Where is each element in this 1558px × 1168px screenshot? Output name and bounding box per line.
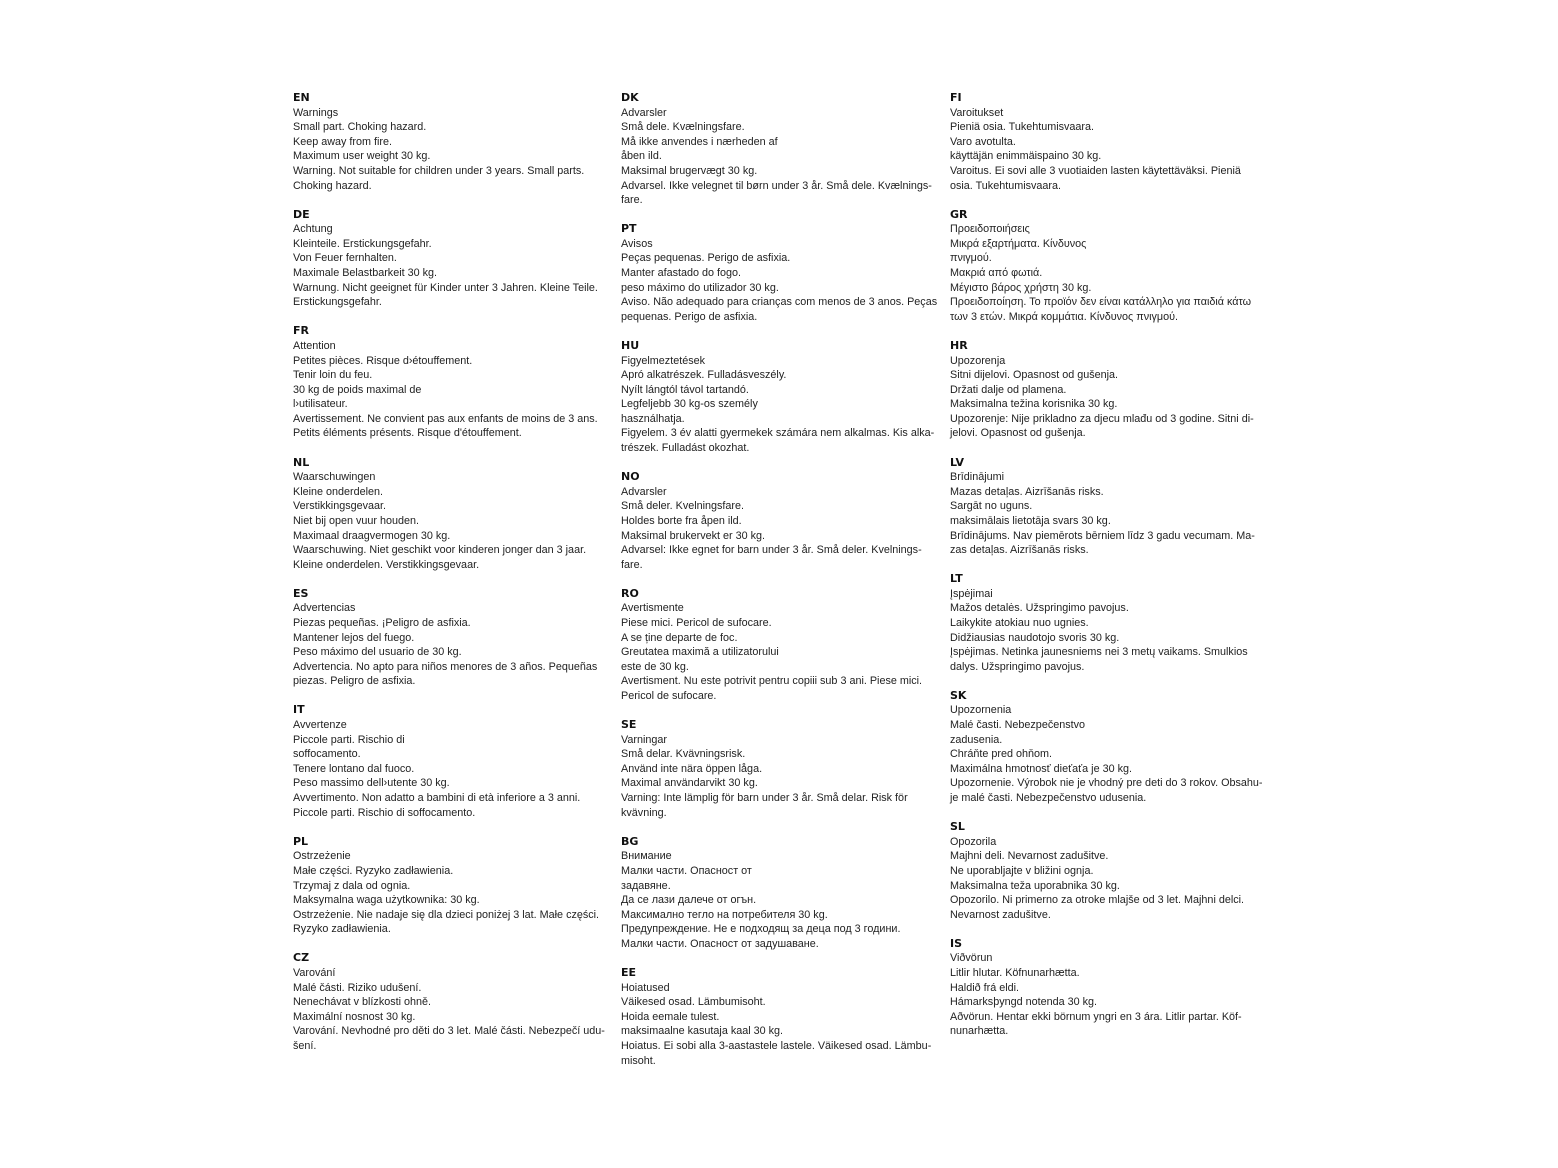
warning-text-line: soffocamento. — [293, 748, 361, 761]
warning-text-line: Kleinteile. Erstickungsgefahr. — [293, 237, 432, 250]
warning-section-fi — [950, 91, 1275, 193]
warning-text-line: misoht. — [621, 1054, 656, 1067]
warning-text-line: kvävning. — [621, 806, 667, 819]
warning-text-line: Varning: Inte lämplig för barn under 3 år. Små delar. Risk för — [621, 792, 908, 805]
warning-text-line: Да се лази далече от огън. — [621, 894, 757, 907]
warning-text-line: åben ild. — [621, 150, 662, 163]
warning-text-line: Maksimalna teža uporabnika 30 kg. — [950, 879, 1120, 892]
warning-text-line: Nenechávat v blízkosti ohně. — [293, 996, 432, 1009]
warning-text-line: Varoitus. Ei sovi alle 3 vuotiaiden lasten käytettäväksi. Pieniä — [950, 164, 1241, 177]
warning-text-line: Legfeljebb 30 kg-os személy — [621, 398, 758, 411]
warning-text-line: trészek. Fulladást okozhat. — [621, 442, 750, 455]
warning-heading: Avertismente — [621, 602, 684, 615]
language-code: HR — [950, 338, 968, 352]
warning-text-line: Maksimal brugervægt 30 kg. — [621, 164, 758, 177]
language-code: EE — [621, 965, 637, 979]
warning-text-line: Hoiatus. Ei sobi alla 3-aastastele lastele. Väikesed osad. Lämbu- — [621, 1039, 932, 1052]
warning-text-line: peso máximo do utilizador 30 kg. — [621, 281, 779, 294]
warning-text-line: Didžiausias naudotojo svoris 30 kg. — [950, 631, 1120, 644]
warning-text-line: maksimaalne kasutaja kaal 30 kg. — [621, 1025, 784, 1038]
warning-text-line: Hámarksþyngd notenda 30 kg. — [950, 996, 1098, 1009]
warning-section-pl — [293, 835, 618, 937]
warning-section-dk — [621, 91, 946, 208]
language-code: EN — [293, 91, 310, 104]
warning-text-line: Piccole parti. Rischio di — [293, 733, 405, 746]
warning-text-line: Väikesed osad. Lämbumisoht. — [621, 996, 766, 1009]
warning-text-line: Petits éléments présents. Risque d'étouffement. — [293, 427, 522, 440]
language-code: SK — [950, 688, 967, 702]
language-code: GR — [950, 207, 968, 221]
language-code: DE — [293, 207, 310, 221]
warning-text-line: Maximale Belastbarkeit 30 kg. — [293, 267, 438, 280]
warning-section-gr — [950, 208, 1275, 325]
warning-text-line: Максимално тегло на потребителя 30 kg. — [621, 908, 828, 921]
warning-text-line: dalys. Užspringimo pavojus. — [950, 660, 1085, 673]
warning-section-sk — [950, 689, 1275, 806]
warning-text-line: Maksymalna waga użytkownika: 30 kg. — [293, 894, 480, 907]
warning-text-line: Držati dalje od plamena. — [950, 383, 1067, 396]
warning-text-line: piezas. Peligro de asfixia. — [293, 675, 416, 688]
warning-text-line: Maksimalna težina korisnika 30 kg. — [950, 398, 1118, 411]
warning-text-line: Opozorilo. Ni primerno za otroke mlajše od 3 let. Majhni delci. — [950, 894, 1245, 907]
warning-text-line: Small part. Choking hazard. — [293, 121, 427, 134]
warning-text-line: Holdes borte fra åpen ild. — [621, 514, 742, 527]
warning-heading: Attention — [293, 339, 336, 352]
warning-text-line: nunarhætta. — [950, 1025, 1009, 1038]
warning-heading: Waarschuwingen — [293, 471, 376, 484]
warning-text-line: pequenas. Perigo de asfixia. — [621, 310, 758, 323]
warning-text-line: Von Feuer fernhalten. — [293, 252, 397, 265]
warning-text-line: Maximum user weight 30 kg. — [293, 150, 431, 163]
warning-text-line: Ostrzeżenie. Nie nadaje się dla dzieci poniżej 3 lat. Małe części. — [293, 908, 600, 921]
warning-text-line: Małe części. Ryzyko zadławienia. — [293, 864, 454, 877]
language-code: FR — [293, 324, 309, 338]
warning-text-line: Choking hazard. — [293, 179, 372, 192]
warning-text-line: Små delar. Kvävningsrisk. — [621, 748, 746, 761]
warning-text-line: Μακριά από φωτιά. — [950, 267, 1043, 280]
warning-text-line: Malé části. Riziko udušení. — [293, 981, 422, 994]
warning-text-line: Warnung. Nicht geeignet für Kinder unter 3 Jahren. Kleine Teile. — [293, 281, 598, 294]
warning-text-line: Maximální nosnost 30 kg. — [293, 1010, 416, 1023]
warning-text-line: je malé časti. Nebezpečenstvo udusenia. — [950, 792, 1147, 805]
warning-section-nl — [293, 456, 618, 573]
warning-text-line: Μέγιστο βάρος χρήστη 30 kg. — [950, 281, 1092, 294]
language-code: FI — [950, 91, 962, 104]
warning-heading: Advarsler — [621, 485, 667, 498]
warning-text-line: Må ikke anvendes i nærheden af — [621, 135, 778, 148]
warning-section-es — [293, 587, 618, 689]
warning-text-line: Hoida eemale tulest. — [621, 1010, 720, 1023]
warning-text-line: Малки части. Опасност от — [621, 864, 752, 877]
language-code: PT — [621, 222, 637, 236]
language-code: NO — [621, 470, 640, 484]
warning-section-cz — [293, 951, 618, 1053]
warning-heading: Brīdinājumi — [950, 471, 1005, 484]
warning-text-line: Piccole parti. Rischio di soffocamento. — [293, 806, 476, 819]
warning-text-line: Kleine onderdelen. — [293, 485, 384, 498]
warning-text-line: zadusenia. — [950, 733, 1003, 746]
language-code: HU — [621, 338, 640, 352]
warning-section-ro — [621, 587, 946, 704]
warning-text-line: Warning. Not suitable for children under 3 years. Small parts. — [293, 164, 585, 177]
warning-text-line: задавяне. — [621, 879, 671, 892]
warning-text-line: osia. Tukehtumisvaara. — [950, 179, 1062, 192]
warning-section-bg — [621, 835, 946, 952]
language-code: CZ — [293, 951, 310, 965]
warning-text-line: Προειδοποίηση. Το προϊόν δεν είναι κατάλληλο για παιδιά κάτω — [950, 296, 1252, 309]
language-code: ES — [293, 586, 309, 600]
warning-text-line: Maximaal draagvermogen 30 kg. — [293, 529, 451, 542]
warning-text-line: Piese mici. Pericol de sufocare. — [621, 617, 772, 629]
warning-text-line: használhatja. — [621, 412, 685, 425]
warning-text-line: Maximal användarvikt 30 kg. — [621, 777, 758, 790]
warning-heading: Varoitukset — [950, 106, 1004, 119]
language-code: LT — [950, 572, 963, 586]
language-code: BG — [621, 834, 639, 848]
warning-text-line: l›utilisateur. — [293, 398, 348, 411]
warning-text-line: Upozornenie. Výrobok nie je vhodný pre deti do 3 rokov. Obsahu- — [950, 777, 1263, 790]
warning-text-line: Mažos detalės. Užspringimo pavojus. — [950, 602, 1129, 615]
warning-text-line: Varo avotulta. — [950, 135, 1016, 148]
column-2 — [621, 91, 946, 1083]
language-code: PL — [293, 834, 309, 848]
warning-text-line: Verstikkingsgevaar. — [293, 500, 387, 513]
warning-text-line: Nevarnost zadušitve. — [950, 908, 1051, 921]
warning-heading: Opozorila — [950, 835, 997, 848]
language-code: IS — [950, 936, 963, 950]
warning-heading: Figyelmeztetések — [621, 354, 706, 367]
warning-heading: Avisos — [621, 237, 653, 250]
warning-text-line: 30 kg de poids maximal de — [293, 383, 422, 396]
language-code: RO — [621, 586, 639, 600]
warning-text-line: Sitni dijelovi. Opasnost od gušenja. — [950, 369, 1119, 382]
warning-text-line: Advarsel: Ikke egnet for barn under 3 år. Små deler. Kvelnings- — [621, 544, 922, 557]
warning-text-line: Nyílt lángtól távol tartandó. — [621, 383, 749, 396]
warning-text-line: Litlir hlutar. Köfnunarhætta. — [950, 966, 1080, 979]
warning-text-line: Mazas detaļas. Aizrīšanās risks. — [950, 485, 1104, 498]
warning-section-no — [621, 470, 946, 572]
column-3 — [950, 91, 1275, 1053]
warning-text-line: Trzymaj z dala od ognia. — [293, 879, 411, 892]
warning-text-line: jelovi. Opasnost od gušenja. — [950, 427, 1086, 440]
language-code: NL — [293, 455, 310, 469]
warning-text-line: Använd inte nära öppen låga. — [621, 762, 763, 775]
warning-text-line: Majhni deli. Nevarnost zadušitve. — [950, 850, 1109, 863]
warning-text-line: Keep away from fire. — [293, 135, 393, 148]
warning-text-line: Aðvörun. Hentar ekki börnum yngri en 3 ára. Litlir partar. Köf- — [950, 1010, 1242, 1023]
warning-text-line: Peso massimo dell›utente 30 kg. — [293, 777, 450, 790]
warning-text-line: Pericol de sufocare. — [621, 689, 717, 702]
warning-text-line: Varování. Nevhodné pro děti do 3 let. Malé části. Nebezpečí udu- — [293, 1025, 605, 1038]
warning-heading: Upozornenia — [950, 704, 1012, 717]
language-code: SE — [621, 718, 637, 732]
warning-text-line: Små dele. Kvælningsfare. — [621, 121, 745, 134]
warning-text-line: Малки части. Опасност от задушаване. — [621, 937, 819, 950]
warning-section-hu — [621, 339, 946, 456]
warning-heading: Varování — [293, 966, 336, 979]
warning-text-line: Pieniä osia. Tukehtumisvaara. — [950, 121, 1095, 134]
warning-heading: Viðvörun — [950, 952, 993, 965]
warning-text-line: Greutatea maximă a utilizatorului — [621, 646, 779, 659]
warning-text-line: fare. — [621, 558, 643, 571]
warning-heading: Varningar — [621, 733, 668, 746]
warning-text-line: Chráňte pred ohňom. — [950, 748, 1053, 761]
language-code: SL — [950, 820, 965, 834]
warning-text-line: Manter afastado do fogo. — [621, 267, 742, 280]
warning-heading: Achtung — [293, 223, 333, 236]
warning-text-line: Laikykite atokiau nuo ugnies. — [950, 617, 1089, 629]
warning-section-en — [293, 91, 618, 193]
warning-section-is — [950, 937, 1275, 1039]
warning-heading: Προειδοποιήσεις — [950, 223, 1030, 236]
warning-text-line: Malé časti. Nebezpečenstvo — [950, 719, 1086, 732]
warning-text-line: käyttäjän enimmäispaino 30 kg. — [950, 150, 1102, 163]
warning-text-line: Avertisment. Nu este potrivit pentru copiii sub 3 ani. Piese mici. — [621, 675, 923, 688]
warning-section-hr — [950, 339, 1275, 441]
warning-text-line: Upozorenje: Nije prikladno za djecu mlađu od 3 godine. Sitni di- — [950, 412, 1254, 425]
warning-text-line: Apró alkatrészek. Fulladásveszély. — [621, 369, 787, 382]
warning-text-line: Mantener lejos del fuego. — [293, 631, 415, 644]
warning-text-line: Kleine onderdelen. Verstikkingsgevaar. — [293, 558, 480, 571]
warning-text-line: Advertencia. No apto para niños menores de 3 años. Pequeñas — [293, 660, 598, 673]
warning-text-line: Niet bij open vuur houden. — [293, 514, 420, 527]
warning-text-line: šení. — [293, 1039, 317, 1052]
language-code: DK — [621, 91, 639, 104]
warning-text-line: των 3 ετών. Μικρά κομμάτια. Κίνδυνος πνιγμού. — [950, 310, 1179, 323]
warning-heading: Внимание — [621, 850, 672, 863]
warning-text-line: Avvertimento. Non adatto a bambini di età inferiore a 3 anni. — [293, 792, 581, 805]
warning-section-ee — [621, 966, 946, 1068]
column-1 — [293, 91, 618, 1068]
warning-text-line: este de 30 kg. — [621, 660, 689, 673]
warning-text-line: fare. — [621, 194, 643, 207]
warning-text-line: Sargāt no uguns. — [950, 500, 1033, 513]
warning-section-lt — [950, 572, 1275, 674]
warning-text-line: Tenere lontano dal fuoco. — [293, 762, 415, 775]
warning-text-line: πνιγμού. — [950, 252, 992, 265]
warning-text-line: Įspėjimas. Netinka jaunesniems nei 3 metų vaikams. Smulkios — [950, 646, 1248, 659]
warning-text-line: Maksimal brukervekt er 30 kg. — [621, 529, 766, 542]
language-code: LV — [950, 455, 965, 469]
warning-section-lv — [950, 456, 1275, 558]
warning-section-it — [293, 703, 618, 820]
warning-text-line: Avertissement. Ne convient pas aux enfants de moins de 3 ans. — [293, 412, 598, 425]
warning-text-line: zas detaļas. Aizrīšanās risks. — [950, 544, 1089, 557]
warning-text-line: Advarsel. Ikke velegnet til børn under 3 år. Små dele. Kvælnings- — [621, 179, 932, 192]
warning-text-line: Μικρά εξαρτήματα. Κίνδυνος — [950, 237, 1087, 250]
warning-text-line: Tenir loin du feu. — [293, 369, 373, 382]
warning-text-line: Ne uporabljajte v bližini ognja. — [950, 864, 1094, 877]
warning-section-de — [293, 208, 618, 310]
warning-heading: Hoiatused — [621, 981, 670, 994]
warning-text-line: Peso máximo del usuario de 30 kg. — [293, 646, 462, 659]
warning-text-line: Aviso. Não adequado para crianças com menos de 3 anos. Peças — [621, 296, 938, 309]
warning-section-se — [621, 718, 946, 820]
warning-text-line: Haldið frá eldi. — [950, 981, 1020, 994]
warning-heading: Avvertenze — [293, 719, 347, 732]
warning-section-fr — [293, 324, 618, 441]
warning-text-line: Erstickungsgefahr. — [293, 296, 382, 309]
warning-text-line: Petites pièces. Risque d›étouffement. — [293, 354, 473, 367]
warning-text-line: Peças pequenas. Perigo de asfixia. — [621, 252, 791, 265]
warning-text-line: maksimālais lietotāja svars 30 kg. — [950, 514, 1111, 527]
warning-heading: Advertencias — [293, 602, 356, 615]
warning-text-line: Piezas pequeñas. ¡Peligro de asfixia. — [293, 617, 471, 629]
warning-heading: Ostrzeżenie — [293, 850, 351, 863]
warning-text-line: Waarschuwing. Niet geschikt voor kinderen jonger dan 3 jaar. — [293, 544, 587, 557]
warning-text-line: Maximálna hmotnosť dieťaťa je 30 kg. — [950, 762, 1132, 775]
language-code: IT — [293, 703, 305, 717]
warning-section-pt — [621, 222, 946, 324]
warning-section-sl — [950, 820, 1275, 922]
warning-text-line: Små deler. Kvelningsfare. — [621, 500, 745, 513]
warning-heading: Advarsler — [621, 106, 667, 119]
warning-heading: Warnings — [293, 106, 339, 119]
warning-heading: Upozorenja — [950, 354, 1006, 367]
warning-text-line: Ryzyko zadławienia. — [293, 923, 391, 936]
warning-heading: Įspėjimai — [950, 587, 993, 600]
warning-text-line: Figyelem. 3 év alatti gyermekek számára nem alkalmas. Kis alka- — [621, 427, 935, 440]
warning-text-line: A se ține departe de foc. — [621, 631, 738, 644]
warning-text-line: Предупреждение. Не е подходящ за деца под 3 години. — [621, 923, 901, 936]
warning-text-line: Brīdinājums. Nav piemērots bērniem līdz 3 gadu vecumam. Ma- — [950, 529, 1255, 542]
